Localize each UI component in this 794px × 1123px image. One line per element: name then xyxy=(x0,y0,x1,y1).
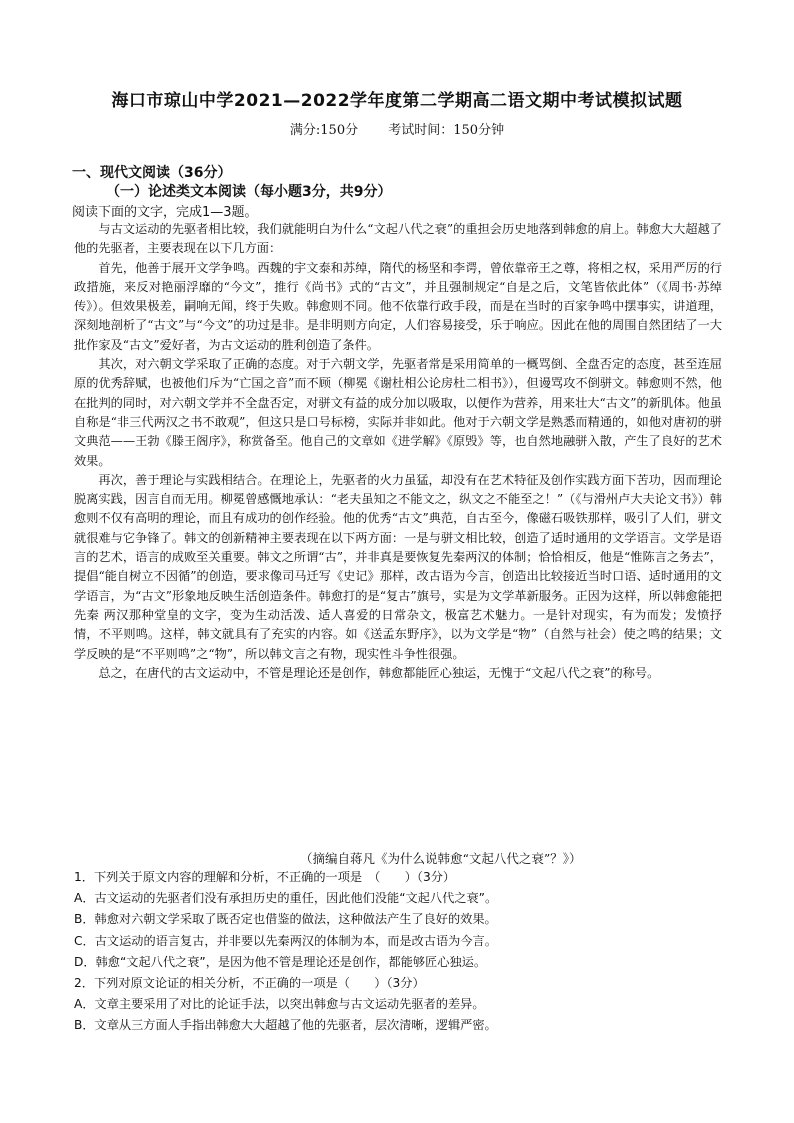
article-paragraph: 总之，在唐代的古文运动中，不管是理论还是创作，韩愈都能匠心独运，无愧于“文起八代之衰”的称号。 xyxy=(98,665,660,680)
article-paragraph: 再次，善于理论与实践相结合。在理论上，先驱者的火力虽猛，却没有在艺术特征及创作实践方面下苦功，因而理论脱离实践，因言自而无用。柳冕曾感慨地承认：“老夫虽知之不能文之，纵文之不能至之！”（《与滑州卢大夫论文书》）韩愈则不仅有高明的理论，而且有成功的创作经验。他的优秀“古文”典范，自古至今，像磁石吸铁那样，吸引了人们，骈文就很难与它争锋了。韩文的创新精神主要表现在以下两方面：一是与骈文相比较，创造了适时通用的文学语言。文学是语言的艺术，语言的成败至关重要。韩文之所谓“古”，并非真是要恢复先秦两汉的体制；恰恰相反，他是“惟陈言之务去”，提倡“能自树立不因循”的创造，要求像司马迁写《史记》那样，改古语为今言，创造出比较接近当时口语、适时通用的文学语言，为“古文”形象地反映生活创造条件。韩愈打的是“复古”旗号，实是为文学革新服务。正因为这样，所以韩愈能把先秦 两汉那种堂皇的文字，变为生动活泼、适人喜爱的日常杂文，极富艺术魅力。一是针对现实，有为而发；发愤抒情，不平则鸣。这样，韩文就具有了充实的内容。如《送孟东野序》，以为文学是“物”（自然与社会）使之鸣的结果；文学反映的是“不平则鸣”之“物”，所以韩文言之有物，现实性斗争性很强。 xyxy=(74,472,722,661)
full-score: 满分:150分 xyxy=(289,123,359,138)
article-body xyxy=(74,220,722,683)
question-option[interactable]: A．文章主要采用了对比的论证手法，以突出韩愈与古文运动先驱者的差异。 xyxy=(74,997,485,1012)
question-option[interactable]: B．文章从三方面人手指出韩愈大大超越了他的先驱者，层次清晰，逻辑严密。 xyxy=(74,1018,497,1033)
question-option[interactable]: A．古文运动的先驱者们没有承担历史的重任，因此他们没能“文起八代之衰”。 xyxy=(74,891,498,906)
exam-meta xyxy=(0,119,794,138)
question-stem: 1．下列关于原文内容的理解和分析，不正确的一项是 （ ）（3分） xyxy=(74,870,456,884)
article-paragraph: 与古文运动的先驱者相比较，我们就能明白为什么“文起八代之衰”的重担会历史地落到韩愈的肩上。韩愈大大超越了他的先驱者，主要表现在以下几方面： xyxy=(74,222,722,256)
sub-section-heading: （一）论述类文本阅读（每小题3分，共9分） xyxy=(106,184,392,200)
question-option[interactable]: B．韩愈对六朝文学采取了既否定也借鉴的做法，这种做法产生了良好的效果。 xyxy=(74,912,497,927)
question-stem: 2．下列对原文论证的相关分析，不正确的一项是（ ）（3分） xyxy=(74,976,425,991)
article-paragraph: 首先，他善于展开文学争鸣。西魏的宇文泰和苏绰，隋代的杨坚和李谔，曾依靠帝王之尊，将相之权，采用严厉的行政措施，来反对艳丽浮靡的“今文”，推行《尚书》式的“古文”，并且强制规定“自是之后，文笔皆依此体”（《周书·苏绰传》）。但效果极差，嗣响无闻，终于失败。韩愈则不同。他不依靠行政手段，而是在当时的百家争鸣中摆事实，讲道理，深刻地剖析了“古文”与“今文”的功过是非。是非明则方向定，人们容易接受，乐于响应。因此在他的周围自然团结了一大批作家及“古文”爱好者，为古文运动的胜利创造了条件。 xyxy=(74,260,722,352)
question-option[interactable]: C．古文运动的语言复古，并非要以先秦两汉的体制为本，而是改古语为今言。 xyxy=(74,933,497,948)
article-source: （摘编自蒋凡《为什么说韩愈“文起八代之衰”？》） xyxy=(300,851,582,866)
question-list xyxy=(74,867,734,1037)
question-option[interactable]: D．韩愈“文起八代之衰”，是因为他不管是理论还是创作，都能够匠心独运。 xyxy=(74,954,487,969)
section-heading: 一、现代文阅读（36分） xyxy=(72,165,232,181)
exam-title: 海口市琼山中学2021—2022学年度第二学期高二语文期中考试模拟试题 xyxy=(111,91,683,111)
exam-time: 考试时间：150分钟 xyxy=(388,123,505,138)
reading-instruction: 阅读下面的文字，完成1—3题。 xyxy=(72,205,258,220)
article-paragraph: 其次，对六朝文学采取了正确的态度。对于六朝文学，先驱者常是采用简单的一概骂倒、全盘否定的态度，甚至连屈原的优秀辞赋，也被他们斥为“亡国之音”而不顾（柳冕《谢杜相公论房杜二相书》），但谩骂攻不倒骈文。韩愈则不然，他在批判的同时，对六朝文学并不全盘否定，对骈文有益的成分加以吸取，以便作为营养，用来壮大“古文”的新肌体。他虽自称是“非三代两汉之书不敢观”，但这只是口号标榜，实际并非如此。他对于六朝文学是熟悉而精通的，如他对唐初的骈文典范——王勃《滕王阁序》，称赏备至。他自己的文章如《进学解》《原毁》等，也自然地融骈入散，产生了良好的艺术效果。 xyxy=(74,357,722,468)
